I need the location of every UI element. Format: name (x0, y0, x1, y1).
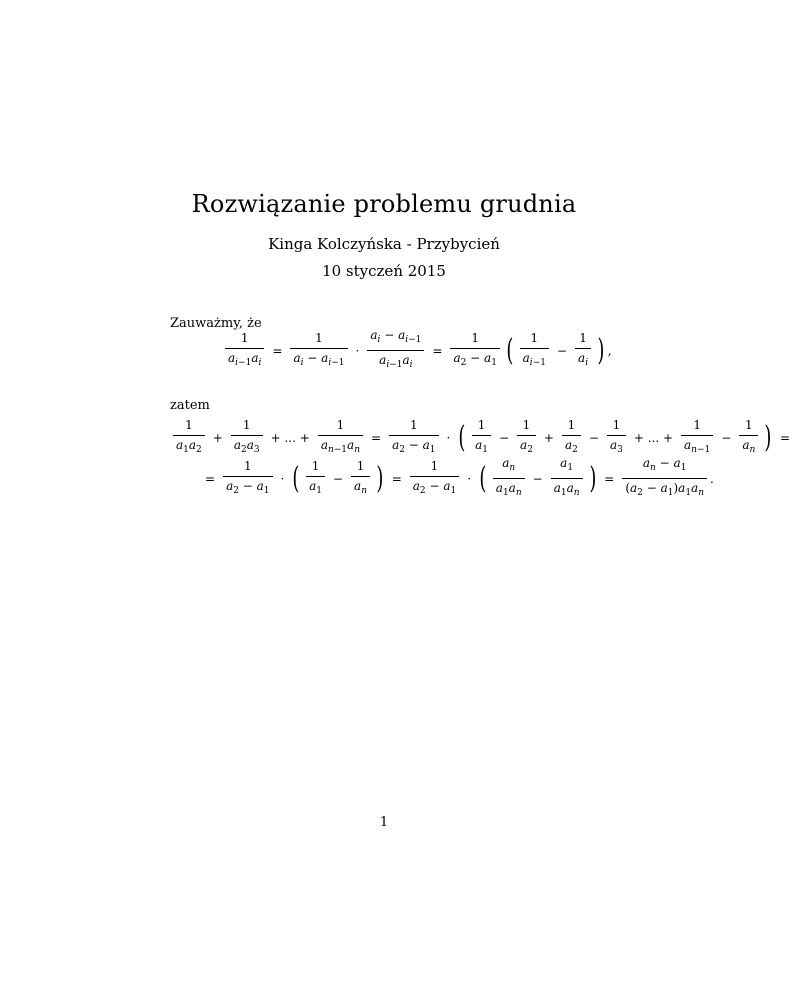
page-number: 1 (379, 815, 389, 830)
intro-text: Zauważmy, że (170, 316, 262, 331)
equation-identity: $\frac{1}{a_{i-1}a_i}$ = $\frac{1}{a_i - a_{i-1}}$ · $\frac{a_i - a_{i-1}}{a_{i-1}a_i}$ = $\frac{1}{a_2 - a_1}$ ( $\frac{1}{a_{i-1}}$ − $\frac{1}{a_i}$ ) , (222, 328, 612, 373)
equation-sum-line-1: $\frac{1}{a_1a_2}$ + $\frac{1}{a_2a_3}$ + ... + $\frac{1}{a_{n-1}a_n}$ = $\frac{1}{a_2 - a_1}$ · ( $\frac{1}{a_1}$ − $\frac{1}{a_2}$ + $\frac{1}{a_2}$ − $\frac{1}{a_3}$ + ... + $\frac{1}{a_{n-1}}$ − $\frac{1}{a_n}$ ) = (170, 418, 795, 458)
connector-text: zatem (170, 398, 210, 413)
equation-sum-line-2: = $\frac{1}{a_2 - a_1}$ · ( $\frac{1}{a_1}$ − $\frac{1}{a_n}$ ) = $\frac{1}{a_2 - a_1}$ · ( $\frac{a_n}{a_1a_n}$ − $\frac{a_1}{a_1a_n}$ ) = $\frac{a_n - a_1}{(a_2 - a_1)a_1a_n}$ . (200, 456, 714, 501)
document-date: 10 styczeń 2015 (322, 262, 446, 280)
document-title: Rozwiązanie problemu grudnia (191, 190, 577, 218)
document-author: Kinga Kolczyńska - Przybycień (268, 235, 500, 253)
